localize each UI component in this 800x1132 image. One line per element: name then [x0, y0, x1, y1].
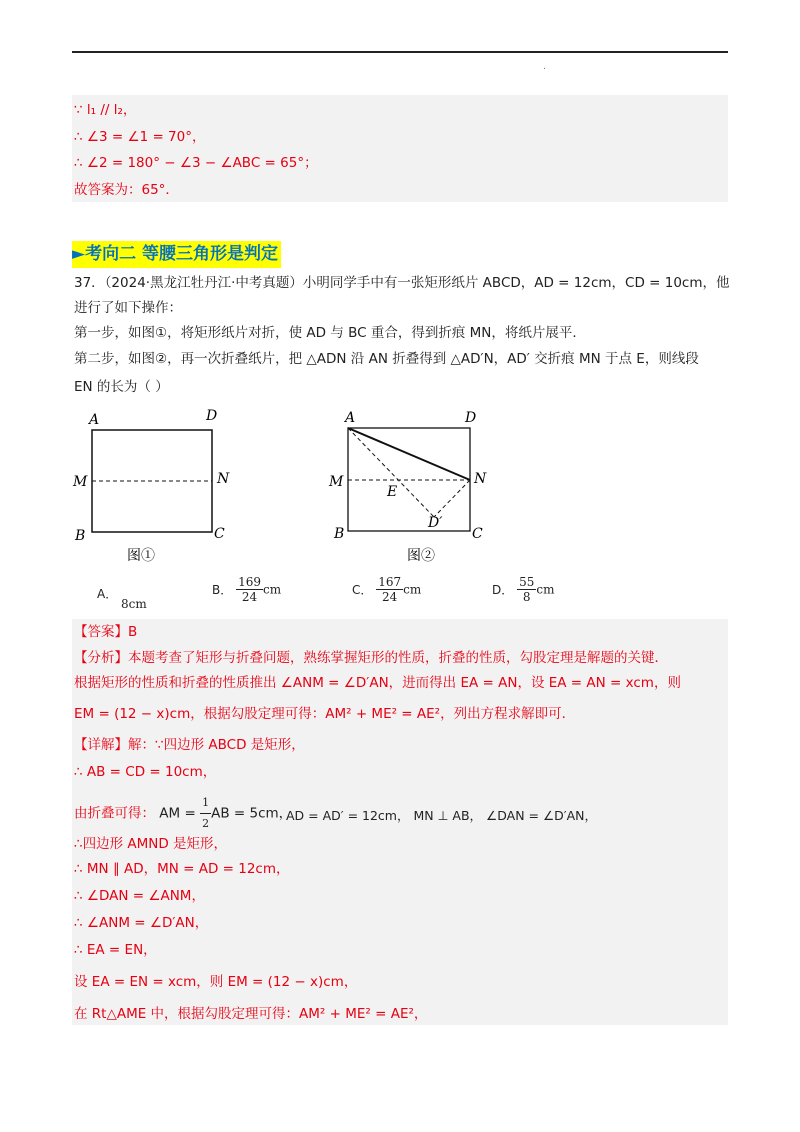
detail-line-3-right: AD = AD′ = 12cm， MN ⊥ AB， ∠DAN = ∠D′AN，	[286, 808, 598, 823]
fig2-label-d: D	[465, 410, 477, 426]
section-heading: ►考向二 等腰三角形是判定	[72, 241, 281, 268]
option-a[interactable]	[97, 585, 147, 611]
fig1-label-b: B	[75, 528, 86, 544]
analysis-line-1: 【分析】本题考查了矩形与折叠问题，熟练掌握矩形的性质，折叠的性质，勾股定理是解题的关键．	[74, 650, 668, 666]
fig2-label-a: A	[345, 410, 356, 426]
detail-3-am: AM =	[159, 805, 196, 822]
fig1-label-n: N	[217, 471, 230, 487]
option-b-fraction: $\frac{169}{24}$	[238, 575, 261, 604]
option-d-fraction: $\frac{55}{8}$	[519, 575, 535, 604]
question-source: （2024·黑龙江牡丹江·中考真题）	[104, 275, 303, 291]
fig2-segment-an	[348, 428, 470, 480]
detail-3-ab: AB = 5cm，	[211, 805, 293, 822]
question-text-1: 小明同学手中有一张矩形纸片 ABCD，AD = 12cm，CD = 10cm，他	[302, 275, 730, 291]
fig2-label-b: B	[334, 526, 345, 542]
analysis-line-3: EM = (12 − x)cm，根据勾股定理可得：AM² + ME² = AE²，列出方程求解即可．	[74, 706, 576, 722]
figure-2	[320, 400, 500, 570]
figure-1	[65, 400, 245, 570]
fig2-label-m: M	[329, 474, 344, 490]
question-line-4: 第二步，如图②，再一次折叠纸片，把 △ADN 沿 AN 折叠得到 △AD′N，AD′ 交折痕 MN 于点 E，则线段	[74, 351, 699, 367]
detail-line-7: ∴ ∠ANM = ∠D′AN，	[74, 915, 209, 931]
top-line-2: ∴ ∠3 = ∠1 = 70°，	[74, 129, 206, 145]
detail-line-6: ∴ ∠DAN = ∠ANM，	[74, 888, 205, 904]
option-d[interactable]	[492, 575, 554, 604]
question-line-1	[74, 272, 730, 294]
fig2-label-n: N	[474, 471, 487, 487]
option-b[interactable]	[212, 575, 281, 604]
option-a-label: A．	[97, 587, 118, 601]
detail-line-10: 在 Rt△AME 中，根据勾股定理可得：AM² + ME² = AE²，	[74, 1006, 428, 1022]
detail-line-8: ∴ EA = EN，	[74, 942, 157, 958]
fig2-caption: 图②	[407, 548, 435, 564]
detail-3-prefix: 由折叠可得：	[74, 805, 155, 822]
option-b-label: B．	[212, 583, 233, 597]
top-line-4: 故答案为：65°．	[74, 182, 179, 198]
detail-line-4: ∴四边形 AMND 是矩形，	[74, 836, 228, 852]
detail-line-1: 【详解】解：∵四边形 ABCD 是矩形，	[74, 737, 305, 753]
fig1-caption: 图①	[127, 548, 155, 564]
option-c-fraction: $\frac{167}{24}$	[378, 575, 402, 604]
header-dot: .	[543, 62, 546, 72]
fig2-label-c: C	[472, 526, 483, 542]
question-line-2: 进行了如下操作：	[74, 300, 182, 316]
detail-3-half: $\frac{1}{2}$	[200, 793, 211, 834]
detail-line-9: 设 EA = EN = xcm，则 EM = (12 − x)cm，	[74, 974, 358, 990]
fig2-segment-ad-prime	[348, 428, 434, 517]
header-rule	[72, 51, 728, 53]
option-c-label: C．	[352, 583, 373, 597]
question-line-5: EN 的长为（ ）	[74, 379, 169, 395]
top-line-3: ∴ ∠2 = 180° − ∠3 − ∠ABC = 65°；	[74, 155, 318, 171]
detail-line-3	[74, 793, 292, 834]
option-c-unit: cm	[403, 582, 422, 597]
fig1-label-m: M	[73, 474, 88, 490]
fig2-label-e: E	[387, 484, 398, 500]
option-a-value: 8cm	[121, 597, 147, 611]
fig1-label-c: C	[214, 526, 225, 542]
option-d-label: D．	[492, 583, 514, 597]
fig2-segment-nd-prime	[434, 480, 470, 517]
option-d-unit: cm	[536, 582, 555, 597]
option-b-unit: cm	[262, 582, 282, 597]
option-c[interactable]	[352, 575, 421, 604]
top-line-1: ∵ l₁ // l₂，	[74, 102, 137, 118]
fig1-label-a: A	[89, 412, 100, 428]
analysis-line-2: 根据矩形的性质和折叠的性质推出 ∠ANM = ∠D′AN，进而得出 EA = AN，设 EA = AN = xcm，则	[74, 675, 681, 691]
fig1-label-d: D	[206, 408, 218, 424]
fig2-label-d-prime: D′	[428, 515, 443, 531]
fig2-rectangle	[348, 428, 470, 531]
detail-line-5: ∴ MN ∥ AD，MN = AD = 12cm，	[74, 861, 290, 877]
answer-label: 【答案】B	[74, 624, 138, 640]
question-line-3: 第一步，如图①，将矩形纸片对折，使 AD 与 BC 重合，得到折痕 MN，将纸片展平．	[74, 325, 586, 341]
detail-line-2: ∴ AB = CD = 10cm，	[74, 764, 217, 780]
question-number: 37．	[74, 275, 105, 291]
